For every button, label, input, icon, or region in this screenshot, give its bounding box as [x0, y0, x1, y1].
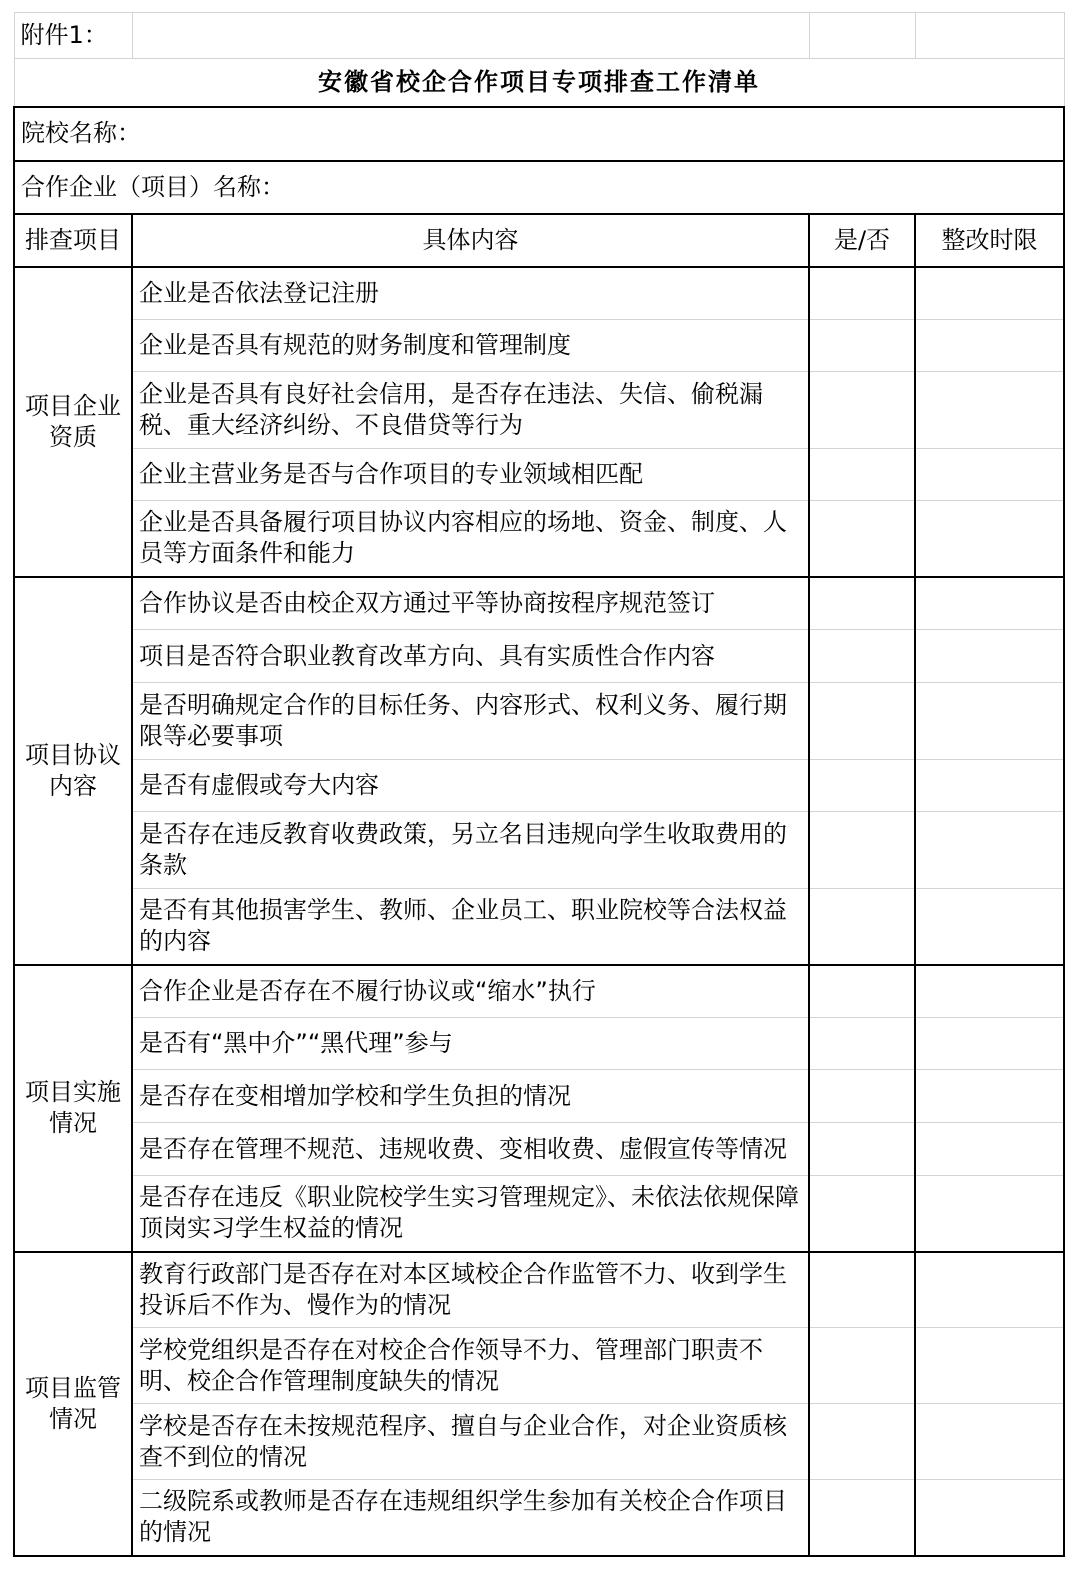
- item-content: 合作协议是否由校企双方通过平等协商按程序规范签订: [132, 577, 809, 630]
- deadline-cell[interactable]: [915, 1328, 1064, 1404]
- blank-cell: [915, 13, 1064, 59]
- table-row: [14, 372, 1064, 449]
- deadline-cell[interactable]: [915, 1070, 1064, 1123]
- item-content: 企业是否具备履行项目协议内容相应的场地、资金、制度、人员等方面条件和能力: [132, 501, 809, 577]
- yes-no-cell[interactable]: [809, 1176, 915, 1252]
- item-content: 教育行政部门是否存在对本区域校企合作监管不力、收到学生投诉后不作为、慢作为的情况: [132, 1252, 809, 1328]
- deadline-cell[interactable]: [915, 1404, 1064, 1480]
- deadline-cell[interactable]: [915, 320, 1064, 372]
- item-content: 是否有“黑中介”“黑代理”参与: [132, 1018, 809, 1070]
- deadline-cell[interactable]: [915, 1252, 1064, 1328]
- school-name-label: 院校名称：: [14, 107, 1064, 161]
- item-content: 合作企业是否存在不履行协议或“缩水”执行: [132, 965, 809, 1018]
- title-row: [14, 59, 1064, 107]
- deadline-cell[interactable]: [915, 760, 1064, 812]
- blank-cell: [132, 13, 809, 59]
- company-name-label: 合作企业（项目）名称：: [14, 161, 1064, 214]
- deadline-cell[interactable]: [915, 372, 1064, 449]
- deadline-cell[interactable]: [915, 577, 1064, 630]
- deadline-cell[interactable]: [915, 889, 1064, 965]
- item-content: 企业主营业务是否与合作项目的专业领域相匹配: [132, 449, 809, 501]
- item-content: 是否有虚假或夸大内容: [132, 760, 809, 812]
- item-content: 是否存在违反《职业院校学生实习管理规定》、未依法依规保障顶岗实习学生权益的情况: [132, 1176, 809, 1252]
- yes-no-cell[interactable]: [809, 1123, 915, 1176]
- blank-cell: [809, 13, 915, 59]
- page-title: 安徽省校企合作项目专项排查工作清单: [14, 59, 1064, 107]
- category-cell: 项目企业资质: [14, 267, 132, 577]
- item-content: 学校党组织是否存在对校企合作领导不力、管理部门职责不明、校企合作管理制度缺失的情况: [132, 1328, 809, 1404]
- header-category: 排查项目: [14, 214, 132, 267]
- category-cell: 项目协议内容: [14, 577, 132, 965]
- yes-no-cell[interactable]: [809, 320, 915, 372]
- yes-no-cell[interactable]: [809, 812, 915, 889]
- school-name-row: [14, 107, 1064, 161]
- item-content: 学校是否存在未按规范程序、擅自与企业合作，对企业资质核查不到位的情况: [132, 1404, 809, 1480]
- item-content: 项目是否符合职业教育改革方向、具有实质性合作内容: [132, 630, 809, 683]
- yes-no-cell[interactable]: [809, 577, 915, 630]
- header-content: 具体内容: [132, 214, 809, 267]
- table-row: [14, 1328, 1064, 1404]
- deadline-cell[interactable]: [915, 1480, 1064, 1556]
- yes-no-cell[interactable]: [809, 501, 915, 577]
- yes-no-cell[interactable]: [809, 372, 915, 449]
- deadline-cell[interactable]: [915, 1018, 1064, 1070]
- yes-no-cell[interactable]: [809, 683, 915, 760]
- yes-no-cell[interactable]: [809, 965, 915, 1018]
- deadline-cell[interactable]: [915, 1176, 1064, 1252]
- header-row: [14, 214, 1064, 267]
- item-content: 是否存在管理不规范、违规收费、变相收费、虚假宣传等情况: [132, 1123, 809, 1176]
- table-row: [14, 1176, 1064, 1252]
- deadline-cell[interactable]: [915, 683, 1064, 760]
- attachment-label: 附件1：: [14, 13, 132, 59]
- table-row: [14, 812, 1064, 889]
- company-name-row: [14, 161, 1064, 214]
- yes-no-cell[interactable]: [809, 1070, 915, 1123]
- yes-no-cell[interactable]: [809, 630, 915, 683]
- yes-no-cell[interactable]: [809, 760, 915, 812]
- table-row: [14, 267, 1064, 320]
- deadline-cell[interactable]: [915, 630, 1064, 683]
- table-row: [14, 577, 1064, 630]
- table-row: [14, 501, 1064, 577]
- table-row: [14, 1123, 1064, 1176]
- item-content: 企业是否具有规范的财务制度和管理制度: [132, 320, 809, 372]
- table-row: [14, 965, 1064, 1018]
- item-content: 企业是否具有良好社会信用，是否存在违法、失信、偷税漏税、重大经济纠纷、不良借贷等行为: [132, 372, 809, 449]
- header-yes-no: 是/否: [809, 214, 915, 267]
- table-row: [14, 1070, 1064, 1123]
- yes-no-cell[interactable]: [809, 1252, 915, 1328]
- yes-no-cell[interactable]: [809, 1328, 915, 1404]
- deadline-cell[interactable]: [915, 267, 1064, 320]
- table-row: [14, 1480, 1064, 1556]
- table-row: [14, 889, 1064, 965]
- item-content: 是否有其他损害学生、教师、企业员工、职业院校等合法权益的内容: [132, 889, 809, 965]
- yes-no-cell[interactable]: [809, 449, 915, 501]
- item-content: 企业是否依法登记注册: [132, 267, 809, 320]
- table-row: [14, 630, 1064, 683]
- attachment-row: [14, 13, 1064, 59]
- yes-no-cell[interactable]: [809, 889, 915, 965]
- table-row: [14, 320, 1064, 372]
- item-content: 是否存在变相增加学校和学生负担的情况: [132, 1070, 809, 1123]
- item-content: 是否明确规定合作的目标任务、内容形式、权利义务、履行期限等必要事项: [132, 683, 809, 760]
- table-row: [14, 683, 1064, 760]
- yes-no-cell[interactable]: [809, 1018, 915, 1070]
- header-deadline: 整改时限: [915, 214, 1064, 267]
- table-row: [14, 1252, 1064, 1328]
- deadline-cell[interactable]: [915, 449, 1064, 501]
- table-row: [14, 1404, 1064, 1480]
- yes-no-cell[interactable]: [809, 267, 915, 320]
- item-content: 是否存在违反教育收费政策，另立名目违规向学生收取费用的条款: [132, 812, 809, 889]
- deadline-cell[interactable]: [915, 812, 1064, 889]
- checklist-table: [13, 12, 1065, 1557]
- table-row: [14, 449, 1064, 501]
- yes-no-cell[interactable]: [809, 1480, 915, 1556]
- deadline-cell[interactable]: [915, 1123, 1064, 1176]
- category-cell: 项目实施情况: [14, 965, 132, 1252]
- item-content: 二级院系或教师是否存在违规组织学生参加有关校企合作项目的情况: [132, 1480, 809, 1556]
- table-row: [14, 760, 1064, 812]
- category-cell: 项目监管情况: [14, 1252, 132, 1556]
- table-row: [14, 1018, 1064, 1070]
- yes-no-cell[interactable]: [809, 1404, 915, 1480]
- deadline-cell[interactable]: [915, 501, 1064, 577]
- deadline-cell[interactable]: [915, 965, 1064, 1018]
